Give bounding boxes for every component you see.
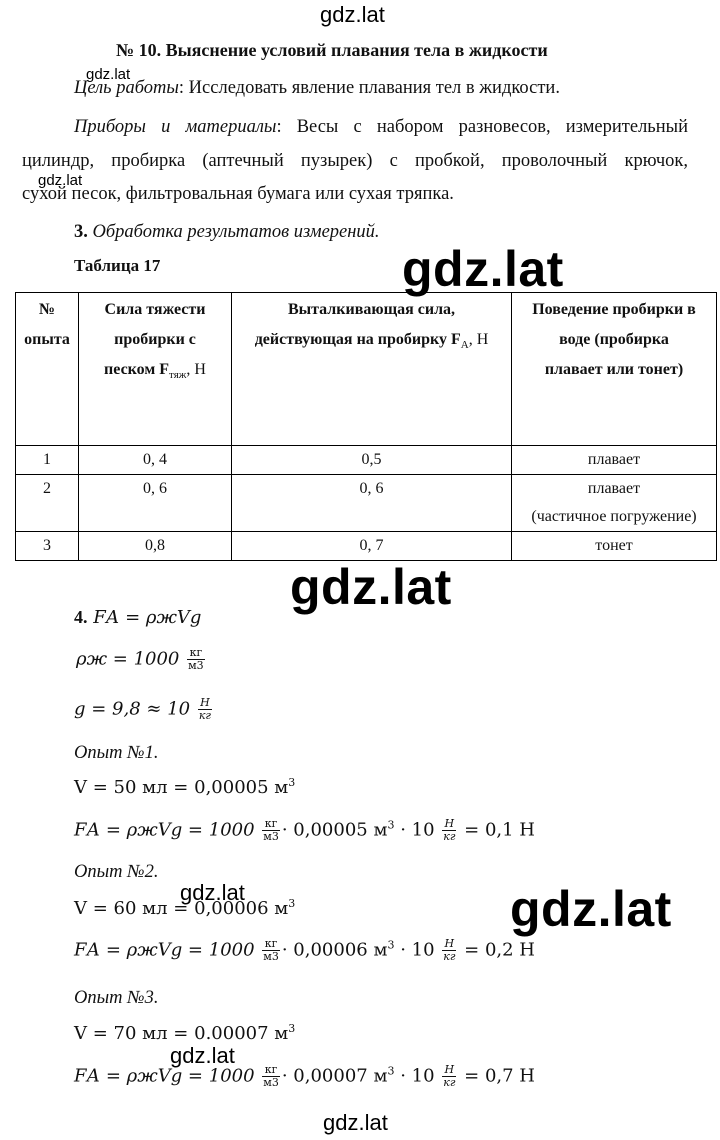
calc-result: = 0,7 Н [464, 1065, 536, 1087]
fraction-denominator: кг [443, 950, 456, 963]
calc-volume: · 0,00007 м [281, 1065, 388, 1087]
materials-line-2: цилиндр, пробирка (аптечный пузырек) с пробкой, проволочный крючок, [22, 151, 688, 171]
goal-label: Цель работы [74, 78, 179, 98]
header-subscript: А [460, 339, 469, 352]
header-buoyant-force [232, 293, 512, 446]
cube-exponent: 3 [387, 938, 395, 952]
header-behavior [512, 293, 717, 446]
watermark: gdz.lat [510, 881, 672, 937]
watermark: gdz.lat [170, 1043, 235, 1068]
volume-text: V = 60 мл = 0,00006 м [74, 898, 289, 919]
fraction-denominator: кг [198, 709, 211, 722]
cell-gravity-force: 0, 6 [79, 475, 232, 532]
calc-result: = 0,2 Н [464, 939, 536, 961]
trial-1-calculation [74, 818, 535, 843]
section-3-text: Обработка результатов измерений. [92, 222, 380, 242]
cell-behavior [512, 475, 717, 532]
header-subscript: тяж [169, 369, 187, 382]
fraction-numerator: Н [198, 697, 212, 710]
volume-text: V = 50 мл = 0,00005 м [74, 777, 289, 798]
trial-2-volume [74, 897, 295, 919]
unit-fraction [442, 1064, 456, 1089]
trial-3-label: Опыт №3. [74, 988, 159, 1008]
gravity-lhs: g = 9,8 ≈ 10 [74, 698, 191, 720]
unit-fraction [262, 818, 280, 843]
cell-buoyant-force: 0, 6 [232, 475, 512, 532]
volume-text: V = 70 мл = 0.00007 м [74, 1023, 289, 1044]
header-trial-number [16, 293, 79, 446]
section-3-number: 3. [74, 222, 88, 242]
fraction-numerator: кг [262, 938, 280, 951]
density-lhs: ρж = 1000 [76, 648, 180, 670]
table-row [16, 532, 717, 561]
calc-gravity: · 10 [400, 939, 435, 961]
behavior-note: (частичное погружение) [531, 508, 697, 525]
goal-text [74, 75, 560, 102]
header-text: № [38, 301, 56, 318]
cube-exponent: 3 [288, 1022, 296, 1035]
calc-left: FА = ρжVg = 1000 [74, 819, 255, 841]
header-text: пробирки с [114, 331, 196, 348]
fraction-denominator: кг [443, 1076, 456, 1089]
table-caption: Таблица 17 [74, 256, 161, 275]
fraction-denominator: м3 [263, 950, 279, 963]
section-4-number: 4. [74, 607, 88, 627]
cell-gravity-force: 0,8 [79, 532, 232, 561]
goal-value: : Исследовать явление плавания тел в жидкости. [178, 78, 560, 98]
trial-2-calculation [74, 938, 535, 963]
cell-buoyant-force: 0, 7 [232, 532, 512, 561]
trial-1-label: Опыт №1. [74, 743, 159, 763]
trial-2-label: Опыт №2. [74, 862, 159, 882]
header-text: действующая на пробирку F [254, 331, 461, 348]
fraction-denominator: м3 [263, 1076, 279, 1089]
fraction-denominator: м3 [188, 659, 204, 672]
watermark: gdz.lat [323, 1110, 388, 1135]
cell-behavior: тонет [512, 532, 717, 561]
results-table [15, 292, 717, 561]
unit-fraction [187, 647, 205, 672]
header-unit: , Н [468, 331, 489, 348]
cell-buoyant-force: 0,5 [232, 446, 512, 475]
unit-fraction [442, 818, 456, 843]
materials-line-3: сухой песок, фильтровальная бумага или сухая тряпка. [22, 184, 454, 204]
materials-text-1: : Весы с набором разновесов, измерительный [276, 117, 688, 137]
header-text: опыта [24, 331, 70, 348]
calc-gravity: · 10 [400, 819, 435, 841]
cube-exponent: 3 [288, 776, 296, 789]
formula-density [76, 647, 207, 672]
fraction-numerator: кг [187, 647, 205, 660]
cube-exponent: 3 [288, 897, 296, 910]
watermark: gdz.lat [290, 559, 452, 615]
header-text: Поведение пробирки в [532, 301, 696, 318]
materials-label: Приборы и материалы [74, 117, 277, 137]
unit-fraction [262, 938, 280, 963]
trial-3-calculation [74, 1064, 535, 1089]
header-text: воде (пробирка [559, 331, 669, 348]
formula-main [74, 607, 201, 628]
fraction-numerator: Н [442, 1064, 456, 1077]
calc-result: = 0,1 Н [464, 819, 536, 841]
cube-exponent: 3 [387, 1064, 395, 1078]
table-row [16, 475, 717, 532]
formula-archimedes: FА = ρжVg [93, 607, 202, 628]
watermark: gdz.lat [38, 172, 83, 189]
calc-volume: · 0,00006 м [281, 939, 388, 961]
cell-gravity-force: 0, 4 [79, 446, 232, 475]
trial-3-volume [74, 1022, 295, 1044]
header-text: песком F [104, 361, 170, 378]
cell-behavior: плавает [512, 446, 717, 475]
behavior-text: плавает [587, 480, 641, 497]
formula-gravity [74, 697, 214, 722]
header-text: Выталкивающая сила, [287, 301, 456, 318]
calc-left: FА = ρжVg = 1000 [74, 939, 255, 961]
fraction-numerator: кг [262, 1064, 280, 1077]
watermark: gdz.lat [180, 880, 245, 905]
header-unit: , Н [186, 361, 206, 378]
cell-trial-number: 3 [16, 532, 79, 561]
header-text: Сила тяжести [104, 301, 206, 318]
materials-line-1 [74, 114, 688, 141]
header-text: плавает или тонет) [544, 361, 684, 378]
cell-trial-number: 1 [16, 446, 79, 475]
trial-1-volume [74, 776, 295, 798]
fraction-numerator: Н [442, 818, 456, 831]
unit-fraction [198, 697, 212, 722]
header-gravity-force [79, 293, 232, 446]
fraction-numerator: кг [262, 818, 280, 831]
calc-gravity: · 10 [400, 1065, 435, 1087]
cube-exponent: 3 [387, 818, 395, 832]
table-row [16, 446, 717, 475]
calc-volume: · 0,00005 м [281, 819, 388, 841]
unit-fraction [262, 1064, 280, 1089]
unit-fraction [442, 938, 456, 963]
watermark: gdz.lat [86, 66, 131, 83]
cell-trial-number: 2 [16, 475, 79, 532]
fraction-denominator: кг [443, 830, 456, 843]
fraction-denominator: м3 [263, 830, 279, 843]
page-title: № 10. Выяснение условий плавания тела в жидкости [116, 40, 548, 60]
watermark: gdz.lat [320, 2, 385, 27]
section-3-heading [74, 219, 380, 246]
fraction-numerator: Н [442, 938, 456, 951]
calc-left: FА = ρжVg = 1000 [74, 1065, 255, 1087]
watermark: gdz.lat [402, 241, 564, 297]
table-header-row [16, 293, 717, 446]
